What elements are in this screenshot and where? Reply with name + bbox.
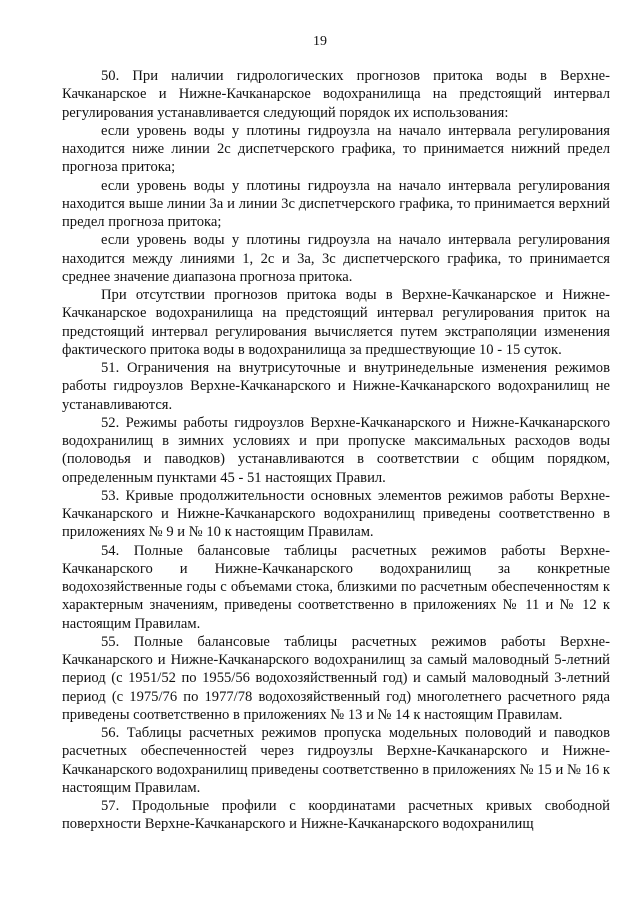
paragraph-54: 54. Полные балансовые таблицы расчетных режимов работы Верхне-Качканарского и Нижне-Качканарского водохранилищ за конкретные водохозяйственные годы с объемами стока, близкими по расчетным обеспеченностям к характерным значениям, приведены соответственно в приложениях № 11 и № 12 к настоящим Правилам. [62,542,610,632]
paragraph-56: 56. Таблицы расчетных режимов пропуска модельных половодий и паводков расчетных обеспеченностей через гидроузлы Верхне-Качканарского и Нижне-Качканарского водохранилищ приведены соответственно в приложениях № 15 и № 16 к настоящим Правилам. [62,725,610,796]
paragraph-55: 55. Полные балансовые таблицы расчетных режимов работы Верхне-Качканарского и Нижне-Качканарского водохранилищ за самый маловодный 5-летний период (с 1951/52 по 1955/56 водохозяйственный год) и самый маловодный 3-летний период (с 1975/76 по 1977/78 водохозяйственный год) многолетнего расчетного ряда приведены соответственно в приложениях № 13 и № 14 к настоящим Правилам. [62,633,610,723]
page-number: 19 [313,34,327,49]
paragraph-50-case-below: если уровень воды у плотины гидроузла на начало интервала регулирования находится ниже линии 2с диспетчерского графика, то принимается нижний предел прогноза притока; [62,122,610,176]
paragraph-50: 50. При наличии гидрологических прогнозов притока воды в Верхне-Качканарское и Нижне-Качканарское водохранилища на предстоящий интервал регулирования устанавливается следующий порядок их использования: [62,68,610,121]
paragraph-51: 51. Ограничения на внутрисуточные и внутринедельные изменения режимов работы гидроузлов Верхне-Качканарского и Нижне-Качканарского водохранилищ не устанавливаются. [62,360,610,413]
document-body [62,67,610,834]
paragraph-57: 57. Продольные профили с координатами расчетных кривых свободной поверхности Верхне-Качканарского и Нижне-Качканарского водохранилищ [62,798,610,833]
paragraph-53: 53. Кривые продолжительности основных элементов режимов работы Верхне-Качканарского и Нижне-Качканарского водохранилищ приведены соответственно в приложениях № 9 и № 10 к настоящим Правилам. [62,487,610,541]
paragraph-50-case-above: если уровень воды у плотины гидроузла на начало интервала регулирования находится выше линии 3а и линии 3с диспетчерского графика, то принимается верхний предел прогноза притока; [62,177,610,230]
paragraph-52: 52. Режимы работы гидроузлов Верхне-Качканарского и Нижне-Качканарского водохранилищ в зимних условиях и при пропуске максимальных расходов воды (половодья и паводков) устанавливаются в соответствии с общим порядком, определенным пунктами 45 - 51 настоящих Правил. [62,414,610,486]
paragraph-50-case-between: если уровень воды у плотины гидроузла на начало интервала регулирования находится между линиями 1, 2с и 3а, 3с диспетчерского графика, то принимается среднее значение диапазона прогноза притока. [62,232,610,285]
paragraph-50-no-forecast: При отсутствии прогнозов притока воды в Верхне-Качканарское и Нижне-Качканарское водохранилища на предстоящий интервал регулирования приток на предстоящий интервал регулирования вычисляется путем экстраполяции изменения фактического притока воды в водохранилища за предшествующие 10 - 15 суток. [62,287,610,358]
